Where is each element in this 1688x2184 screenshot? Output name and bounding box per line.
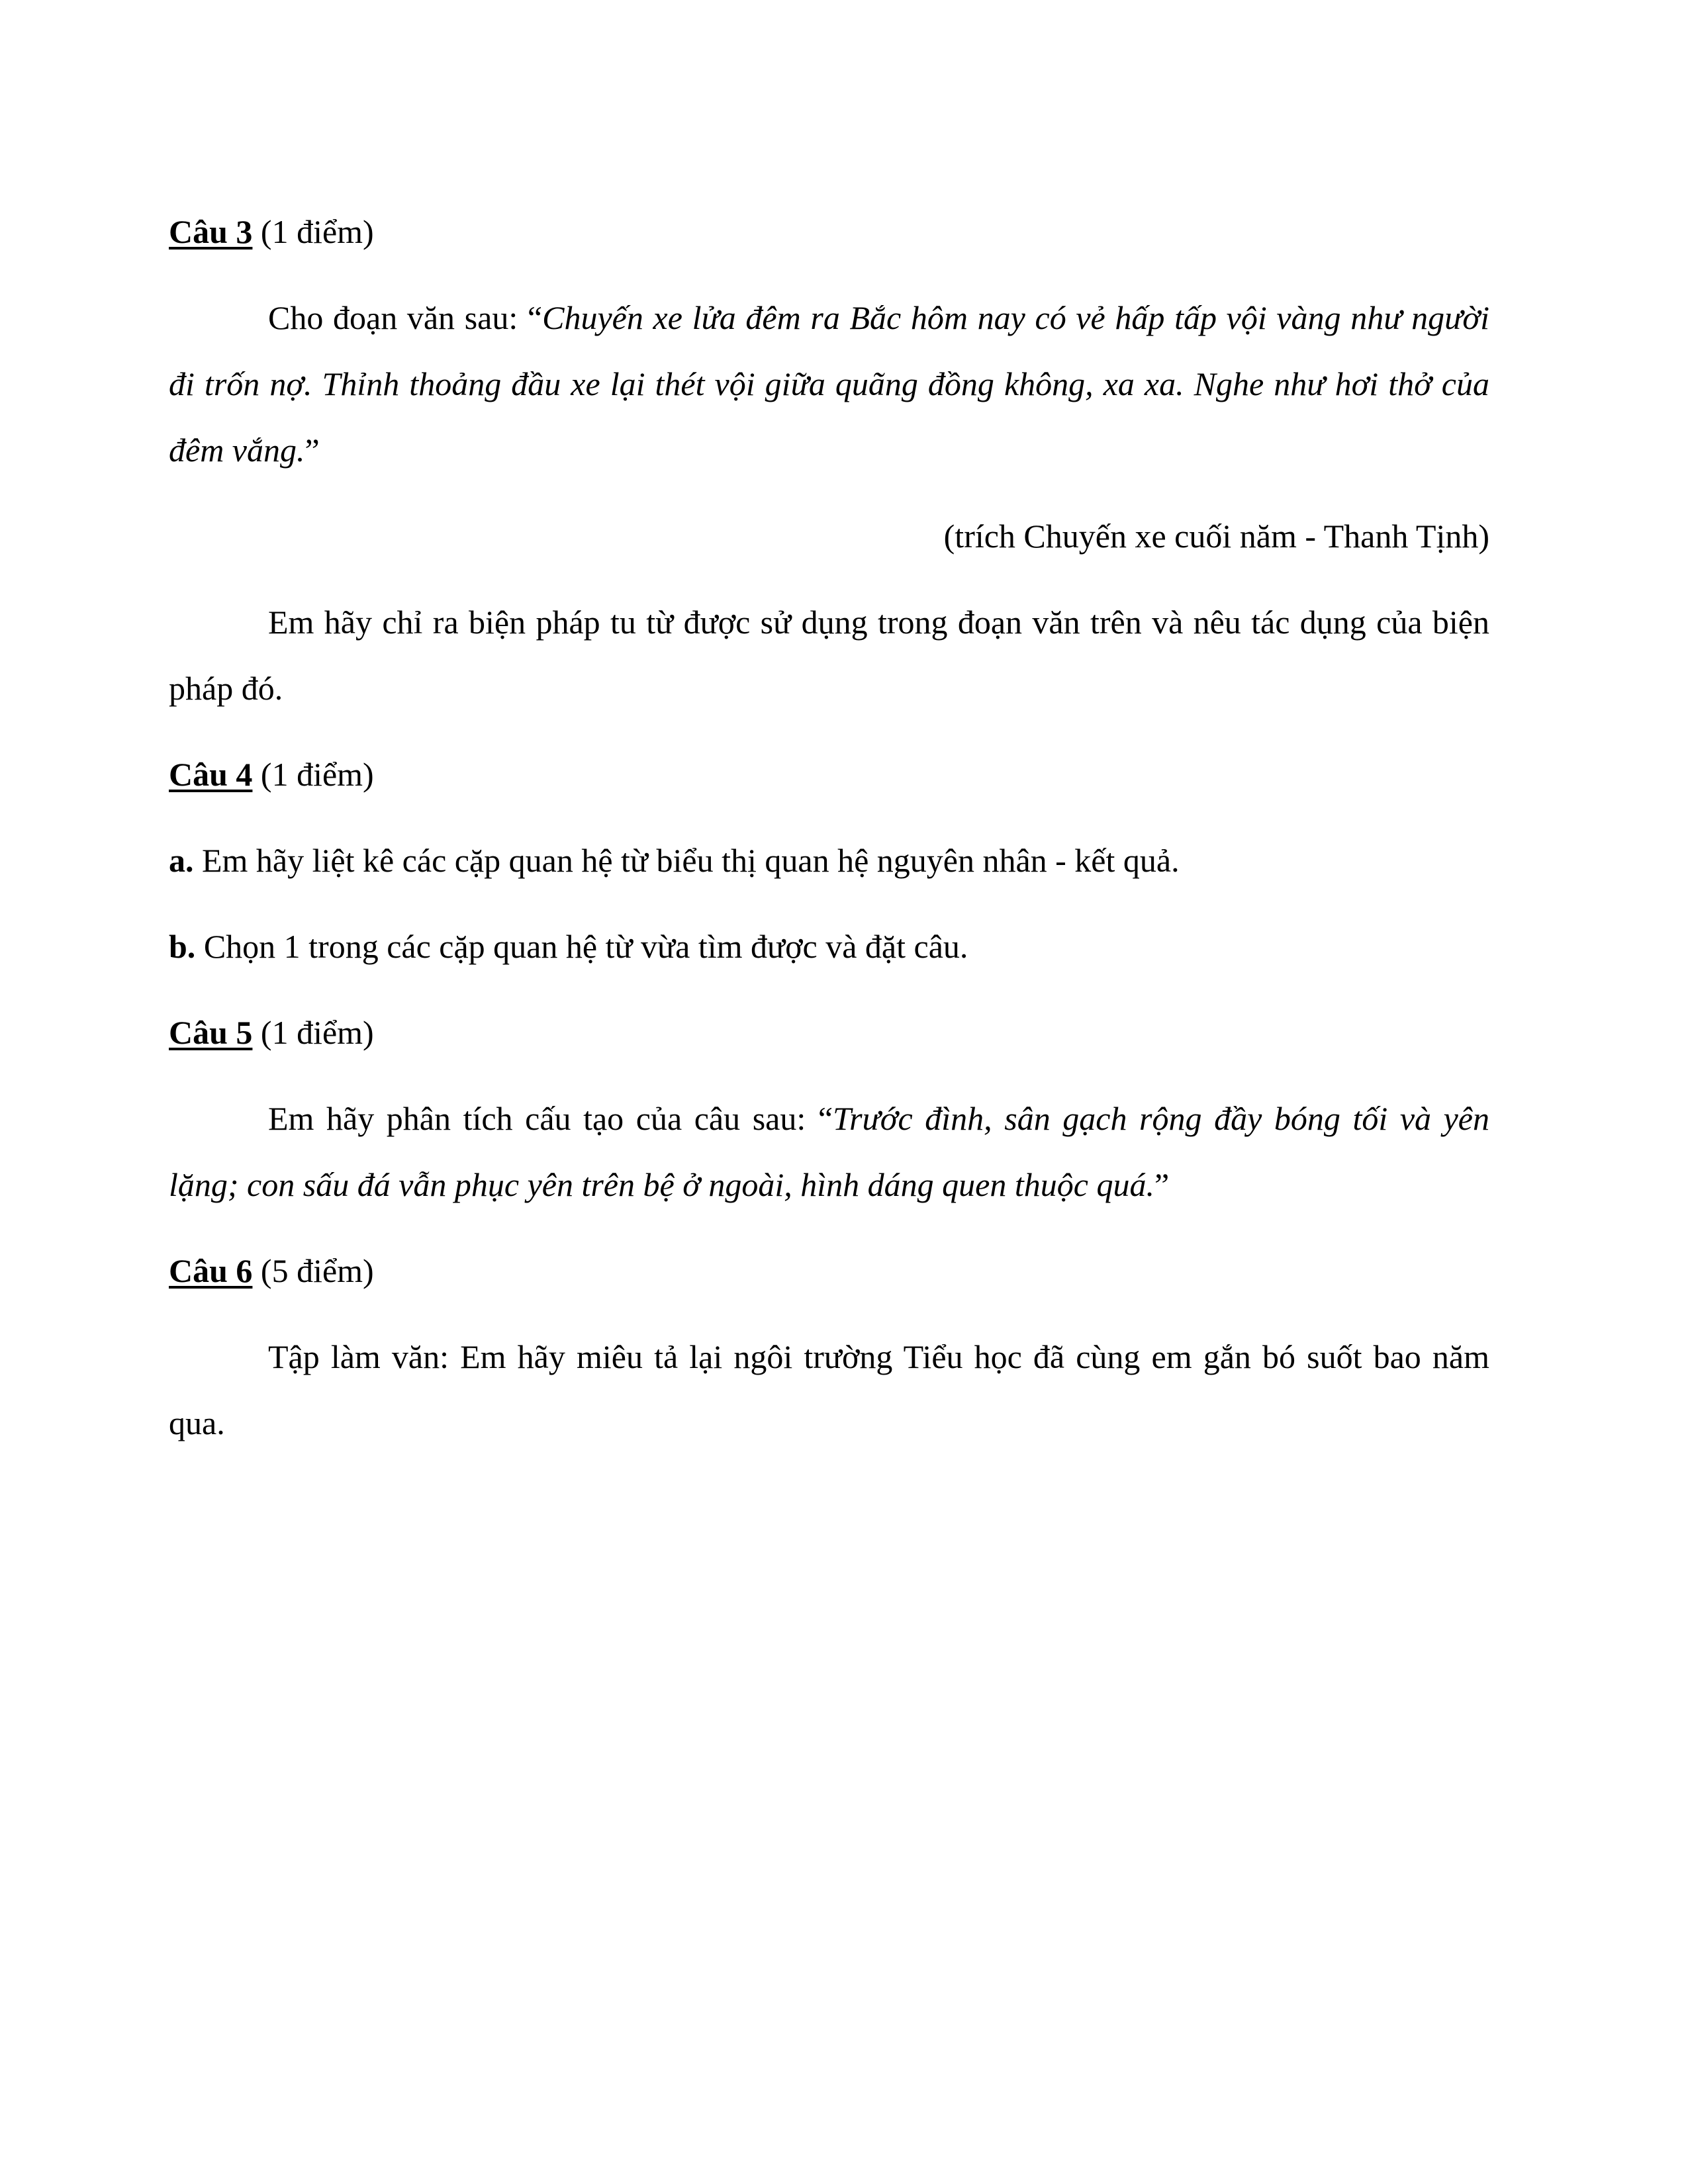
question-4-points: (1 điểm) [252, 756, 374, 793]
question-3-points: (1 điểm) [252, 213, 374, 250]
question-3-label: Câu 3 [169, 213, 253, 250]
question-5-close-quote: ” [1154, 1166, 1170, 1203]
question-5-passage [169, 1085, 1489, 1218]
question-4-part-a-marker: a. [169, 842, 194, 879]
question-3-passage [169, 285, 1489, 483]
question-6-task: Tập làm văn: Em hãy miêu tả lại ngôi trường Tiểu học đã cùng em gắn bó suốt bao năm qua. [169, 1338, 1489, 1441]
question-6-label: Câu 6 [169, 1252, 253, 1289]
question-4-part-a [169, 827, 1489, 893]
question-3-task: Em hãy chỉ ra biện pháp tu từ được sử dụng trong đoạn văn trên và nêu tác dụng của biện pháp đó. [169, 604, 1489, 707]
question-5-label: Câu 5 [169, 1014, 253, 1051]
question-4-label: Câu 4 [169, 756, 253, 793]
question-4-part-b-text: Chọn 1 trong các cặp quan hệ từ vừa tìm được và đặt câu. [195, 928, 968, 965]
question-3-close-quote: ” [305, 432, 320, 469]
question-4-part-a-text: Em hãy liệt kê các cặp quan hệ từ biểu thị quan hệ nguyên nhân - kết quả. [193, 842, 1180, 879]
question-6-heading [169, 1238, 1489, 1304]
question-5-points: (1 điểm) [252, 1014, 374, 1051]
question-3-quote: Chuyến xe lửa đêm ra Bắc hôm nay có vẻ hấp tấp vội vàng như người đi trốn nợ. Thỉnh thoảng đầu xe lại thét vội giữa quãng đồng không, xa xa. Nghe như hơi thở của đêm vắng. [169, 299, 1490, 469]
exam-page [169, 199, 1489, 1476]
question-5-intro: Em hãy phân tích cấu tạo của câu sau: “ [268, 1100, 833, 1137]
question-6-points: (5 điểm) [252, 1252, 374, 1289]
question-3-source: (trích Chuyến xe cuối năm - Thanh Tịnh) [943, 518, 1489, 555]
question-5-heading [169, 999, 1489, 1066]
question-4-part-b-marker: b. [169, 928, 196, 965]
question-3-intro: Cho đoạn văn sau: “ [268, 299, 543, 336]
question-5-quote: Trước đình, sân gạch rộng đầy bóng tối và yên lặng; con sấu đá vẫn phục yên trên bệ ở ngoài, hình dáng quen thuộc quá. [169, 1100, 1489, 1203]
question-3-heading [169, 199, 1489, 265]
question-4-heading [169, 741, 1489, 807]
question-4-part-b [169, 913, 1489, 979]
